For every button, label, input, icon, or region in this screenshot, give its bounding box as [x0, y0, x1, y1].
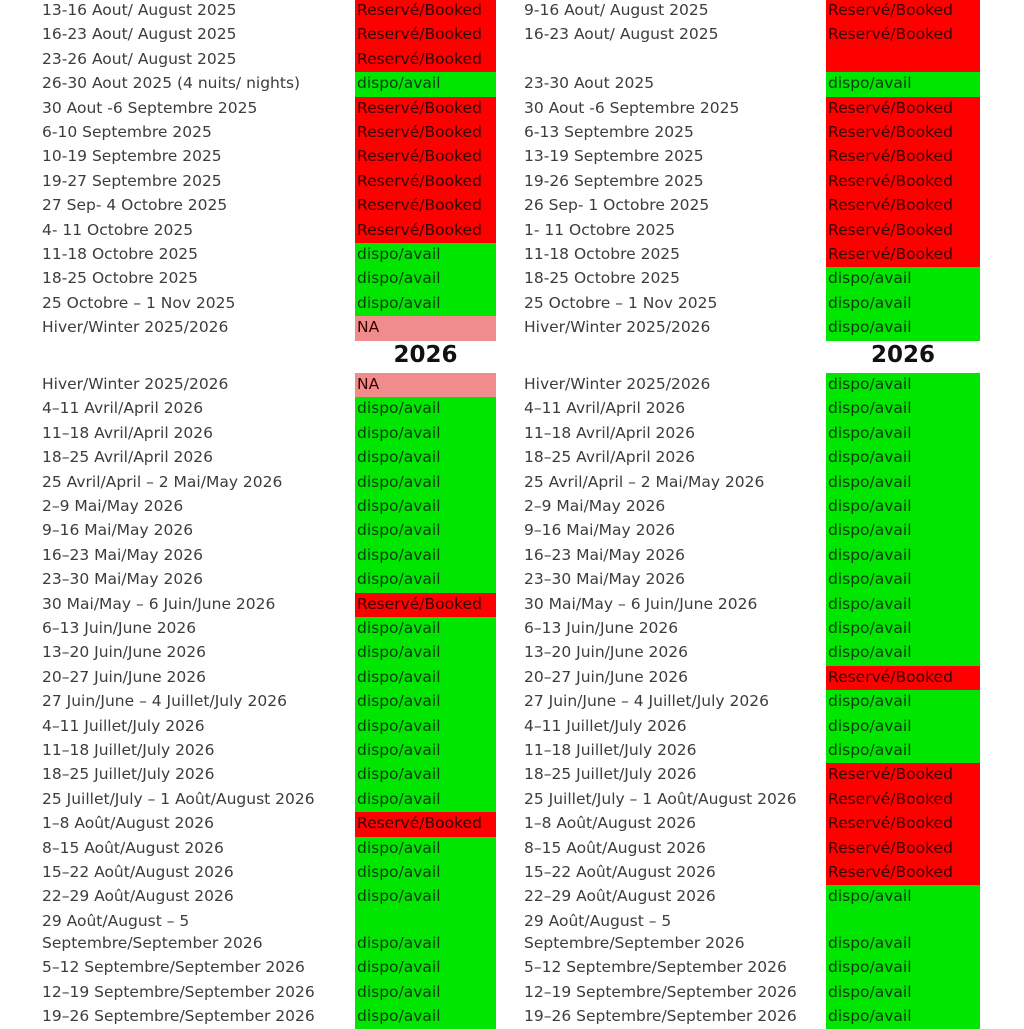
- date-range-label-left: 13-16 Aout/ August 2025: [42, 1, 237, 19]
- date-range-label-left: 19–26 Septembre/September 2026: [42, 1007, 315, 1025]
- date-range-label-right: 25 Juillet/July – 1 Août/August 2026: [524, 789, 797, 808]
- status-cell-right: dispo/avail: [826, 885, 980, 909]
- status-cell-left: dispo/avail: [355, 715, 496, 739]
- date-range-label-left: 2–9 Mai/May 2026: [42, 497, 184, 515]
- date-range-label-right: 25 Octobre – 1 Nov 2025: [524, 293, 718, 312]
- table-row: [0, 568, 1024, 592]
- status-cell-left: dispo/avail: [355, 446, 496, 470]
- date-range-label-left: 4–11 Avril/April 2026: [42, 399, 204, 418]
- date-range-label-left: 12–19 Septembre/September 2026: [42, 982, 315, 1001]
- status-cell-right: Reservé/Booked: [826, 0, 980, 23]
- status-cell-right: dispo/avail: [826, 981, 980, 1005]
- date-range-label-left: 13–20 Juin/June 2026: [42, 643, 206, 662]
- status-cell-right: Reservé/Booked: [826, 194, 980, 218]
- status-cell-left: Reservé/Booked: [355, 97, 496, 121]
- table-row: [0, 617, 1024, 641]
- date-range-label-left: Hiver/Winter 2025/2026: [42, 375, 229, 393]
- status-cell-left: Reservé/Booked: [355, 194, 496, 218]
- date-range-label-right: 20–27 Juin/June 2026: [524, 667, 688, 686]
- status-cell-right: dispo/avail: [826, 641, 980, 665]
- status-cell-right: [826, 48, 980, 72]
- status-cell-right: dispo/avail: [826, 422, 980, 446]
- date-range-label-left: 11–18 Juillet/July 2026: [42, 741, 215, 759]
- status-cell-left: dispo/avail: [355, 292, 496, 316]
- date-range-label-left: 4–11 Juillet/July 2026: [42, 716, 205, 735]
- date-range-label-right: 13-19 Septembre 2025: [524, 147, 704, 166]
- status-cell-left: dispo/avail: [355, 666, 496, 690]
- date-range-label-right: 6–13 Juin/June 2026: [524, 619, 679, 637]
- status-cell-right: dispo/avail: [826, 267, 980, 291]
- date-range-label-left: 25 Juillet/July – 1 Août/August 2026: [42, 789, 315, 808]
- table-row: [0, 316, 1024, 340]
- status-cell-right: Reservé/Booked: [826, 861, 980, 885]
- table-row: [0, 72, 1024, 96]
- status-cell-left: dispo/avail: [355, 885, 496, 909]
- date-range-label-left: 8–15 Août/August 2026: [42, 838, 224, 857]
- date-range-label-right: 16-23 Aout/ August 2025: [524, 25, 719, 44]
- status-cell-left: dispo/avail: [355, 690, 496, 714]
- status-cell-right: Reservé/Booked: [826, 170, 980, 194]
- status-cell-right: Reservé/Booked: [826, 788, 980, 812]
- date-range-label-left: 9–16 Mai/May 2026: [42, 521, 194, 540]
- date-range-label-right: 27 Juin/June – 4 Juillet/July 2026: [524, 692, 769, 711]
- date-range-label-left: 23-26 Aout/ August 2025: [42, 49, 237, 68]
- status-cell-left: dispo/avail: [355, 861, 496, 885]
- status-cell-right: dispo/avail: [826, 956, 980, 980]
- table-row: [0, 495, 1024, 519]
- date-range-label-left: Hiver/Winter 2025/2026: [42, 318, 229, 337]
- date-range-label-left: 16–23 Mai/May 2026: [42, 545, 203, 564]
- status-cell-right: dispo/avail: [826, 617, 980, 641]
- date-range-label-right: Hiver/Winter 2025/2026: [524, 375, 711, 393]
- table-row: [0, 837, 1024, 861]
- date-range-label-left: 30 Aout -6 Septembre 2025: [42, 98, 258, 117]
- date-range-label-left: 11-18 Octobre 2025: [42, 245, 199, 263]
- date-range-label-left: 20–27 Juin/June 2026: [42, 667, 206, 686]
- status-cell-right: dispo/avail: [826, 1005, 980, 1029]
- status-fill: [826, 910, 980, 932]
- status-cell-left: dispo/avail: [355, 956, 496, 980]
- date-range-label-left: 22–29 Août/August 2026: [42, 887, 234, 906]
- status-cell-left: dispo/avail: [355, 471, 496, 495]
- table-row: [0, 0, 1024, 23]
- date-range-label-left: 6-10 Septembre 2025: [42, 123, 212, 141]
- status-cell-right: Reservé/Booked: [826, 666, 980, 690]
- date-range-label-right: 12–19 Septembre/September 2026: [524, 982, 797, 1001]
- year-heading-right: 2026: [870, 342, 935, 368]
- status-cell-left: Reservé/Booked: [355, 0, 496, 23]
- status-cell-right: Reservé/Booked: [826, 812, 980, 836]
- date-range-label-right: 11-18 Octobre 2025: [524, 245, 681, 263]
- table-row: [0, 981, 1024, 1005]
- status-cell-right: dispo/avail: [826, 471, 980, 495]
- status-cell-left: dispo/avail: [355, 544, 496, 568]
- status-fill: [355, 910, 496, 932]
- date-range-label-right: 19-26 Septembre 2025: [524, 171, 704, 190]
- table-row: [0, 788, 1024, 812]
- table-row: [0, 739, 1024, 763]
- date-range-label-right: 25 Avril/April – 2 Mai/May 2026: [524, 472, 765, 491]
- status-cell-left: dispo/avail: [355, 837, 496, 861]
- status-cell-left: dispo/avail: [355, 763, 496, 787]
- status-cell-left: NA: [355, 316, 496, 340]
- status-cell-left: dispo/avail: [355, 788, 496, 812]
- status-cell-right: dispo/avail: [826, 397, 980, 421]
- status-cell-right: dispo/avail: [826, 373, 980, 397]
- table-row: [0, 170, 1024, 194]
- status-cell-right: dispo/avail: [826, 519, 980, 543]
- date-range-label-left: 18-25 Octobre 2025: [42, 269, 199, 288]
- table-row: [0, 885, 1024, 909]
- date-range-label-right: 6-13 Septembre 2025: [524, 123, 694, 141]
- date-range-label-left: 15–22 Août/August 2026: [42, 863, 234, 881]
- date-range-label-right: 1–8 Août/August 2026: [524, 814, 696, 833]
- date-range-label-right: 11–18 Avril/April 2026: [524, 423, 695, 442]
- date-range-label-right: 5–12 Septembre/September 2026: [524, 958, 787, 977]
- table-row: [0, 97, 1024, 121]
- date-range-label-right: 11–18 Juillet/July 2026: [524, 741, 697, 759]
- table-row: [0, 1005, 1024, 1029]
- status-cell-left: dispo/avail: [355, 932, 496, 956]
- table-row: [0, 956, 1024, 980]
- date-range-label-right: 29 Août/August – 5 Septembre/September 2026: [524, 911, 745, 952]
- date-range-label-right: 26 Sep- 1 Octobre 2025: [524, 196, 710, 215]
- table-row: [0, 373, 1024, 397]
- status-cell-right: Reservé/Booked: [826, 243, 980, 267]
- table-row: [0, 861, 1024, 885]
- date-range-label-left: 10-19 Septembre 2025: [42, 147, 222, 166]
- status-cell-right: dispo/avail: [826, 72, 980, 96]
- table-row: [0, 666, 1024, 690]
- date-range-label-right: 2–9 Mai/May 2026: [524, 497, 666, 515]
- status-cell-left: dispo/avail: [355, 641, 496, 665]
- status-cell-left: dispo/avail: [355, 739, 496, 763]
- table-row: [0, 267, 1024, 291]
- year-heading-left: 2026: [393, 342, 458, 368]
- status-cell-right: dispo/avail: [826, 316, 980, 340]
- date-range-label-right: 30 Mai/May – 6 Juin/June 2026: [524, 594, 758, 613]
- date-range-label-right: 18–25 Juillet/July 2026: [524, 765, 697, 784]
- status-cell-left: dispo/avail: [355, 495, 496, 519]
- date-range-label-left: 23–30 Mai/May 2026: [42, 570, 203, 589]
- date-range-label-left: 18–25 Juillet/July 2026: [42, 765, 215, 784]
- status-cell-left: NA: [355, 373, 496, 397]
- date-range-label-right: 1- 11 Octobre 2025: [524, 220, 676, 239]
- date-range-label-left: 25 Octobre – 1 Nov 2025: [42, 293, 236, 312]
- status-cell-right: dispo/avail: [826, 568, 980, 592]
- date-range-label-left: 27 Juin/June – 4 Juillet/July 2026: [42, 692, 287, 711]
- date-range-label-right: 15–22 Août/August 2026: [524, 863, 716, 881]
- date-range-label-left: 4- 11 Octobre 2025: [42, 220, 194, 239]
- status-cell-left: Reservé/Booked: [355, 593, 496, 617]
- date-range-label-left: 5–12 Septembre/September 2026: [42, 958, 305, 977]
- date-range-label-right: 13–20 Juin/June 2026: [524, 643, 688, 662]
- status-cell-left: Reservé/Booked: [355, 121, 496, 145]
- date-range-label-right: 23–30 Mai/May 2026: [524, 570, 685, 589]
- status-cell-right: Reservé/Booked: [826, 219, 980, 243]
- date-range-label-left: 18–25 Avril/April 2026: [42, 448, 213, 467]
- date-range-label-right: 23-30 Aout 2025: [524, 74, 655, 93]
- date-range-label-left: 25 Avril/April – 2 Mai/May 2026: [42, 472, 283, 491]
- status-cell-right: dispo/avail: [826, 739, 980, 763]
- status-cell-left: Reservé/Booked: [355, 48, 496, 72]
- status-cell-right: Reservé/Booked: [826, 763, 980, 787]
- status-cell-left: dispo/avail: [355, 397, 496, 421]
- status-cell-left: dispo/avail: [355, 422, 496, 446]
- date-range-label-right: 30 Aout -6 Septembre 2025: [524, 98, 740, 117]
- status-cell-right: dispo/avail: [826, 715, 980, 739]
- date-range-label-left: 30 Mai/May – 6 Juin/June 2026: [42, 594, 276, 613]
- date-range-label-left: 19-27 Septembre 2025: [42, 171, 222, 190]
- status-cell-left: Reservé/Booked: [355, 23, 496, 47]
- status-cell-left: dispo/avail: [355, 519, 496, 543]
- date-range-label-right: 9–16 Mai/May 2026: [524, 521, 676, 540]
- date-range-label-right: 4–11 Juillet/July 2026: [524, 716, 687, 735]
- status-cell-right: dispo/avail: [826, 544, 980, 568]
- status-cell-left: Reservé/Booked: [355, 812, 496, 836]
- table-row: [0, 243, 1024, 267]
- date-range-label-right: 9-16 Aout/ August 2025: [524, 1, 709, 19]
- table-row: [0, 593, 1024, 617]
- date-range-label-right: Hiver/Winter 2025/2026: [524, 318, 711, 337]
- status-cell-right: dispo/avail: [826, 292, 980, 316]
- table-row: [0, 194, 1024, 218]
- status-cell-left: dispo/avail: [355, 617, 496, 641]
- status-cell-right: Reservé/Booked: [826, 97, 980, 121]
- table-row: [0, 23, 1024, 47]
- status-cell-right: dispo/avail: [826, 593, 980, 617]
- table-row: [0, 121, 1024, 145]
- status-cell-left: dispo/avail: [355, 981, 496, 1005]
- table-row: [0, 422, 1024, 446]
- date-range-label-left: 29 Août/August – 5 Septembre/September 2026: [42, 911, 263, 952]
- status-cell-left: Reservé/Booked: [355, 170, 496, 194]
- status-cell-right: dispo/avail: [826, 690, 980, 714]
- table-row: [0, 812, 1024, 836]
- status-cell-left: dispo/avail: [355, 72, 496, 96]
- table-row: [0, 641, 1024, 665]
- status-cell-right: Reservé/Booked: [826, 145, 980, 169]
- date-range-label-left: 26-30 Aout 2025 (4 nuits/ nights): [42, 74, 301, 93]
- status-cell-right: dispo/avail: [826, 932, 980, 956]
- status-cell-left: dispo/avail: [355, 267, 496, 291]
- date-range-label-left: 6–13 Juin/June 2026: [42, 619, 197, 637]
- status-cell-right: Reservé/Booked: [826, 23, 980, 47]
- status-cell-left: dispo/avail: [355, 568, 496, 592]
- date-range-label-right: 22–29 Août/August 2026: [524, 887, 716, 906]
- status-cell-left: dispo/avail: [355, 1005, 496, 1029]
- date-range-label-right: 16–23 Mai/May 2026: [524, 545, 685, 564]
- table-row: [0, 48, 1024, 72]
- table-row: [0, 292, 1024, 316]
- date-range-label-left: 1–8 Août/August 2026: [42, 814, 214, 833]
- table-row: [0, 397, 1024, 421]
- date-range-label-right: 18–25 Avril/April 2026: [524, 448, 695, 467]
- status-cell-right: dispo/avail: [826, 495, 980, 519]
- table-row: [0, 715, 1024, 739]
- date-range-label-right: 8–15 Août/August 2026: [524, 838, 706, 857]
- status-cell-right: Reservé/Booked: [826, 837, 980, 861]
- status-cell-right: dispo/avail: [826, 446, 980, 470]
- status-cell-left: dispo/avail: [355, 243, 496, 267]
- table-row: [0, 219, 1024, 243]
- table-row: [0, 471, 1024, 495]
- table-row: [0, 763, 1024, 787]
- date-range-label-right: 19–26 Septembre/September 2026: [524, 1007, 797, 1025]
- table-row: [0, 544, 1024, 568]
- table-row: [0, 446, 1024, 470]
- date-range-label-left: 11–18 Avril/April 2026: [42, 423, 213, 442]
- table-row: [0, 519, 1024, 543]
- date-range-label-left: 27 Sep- 4 Octobre 2025: [42, 196, 228, 215]
- status-cell-left: Reservé/Booked: [355, 145, 496, 169]
- status-cell-right: Reservé/Booked: [826, 121, 980, 145]
- table-row: [0, 911, 1024, 956]
- date-range-label-left: 16-23 Aout/ August 2025: [42, 25, 237, 44]
- table-row: [0, 690, 1024, 714]
- date-range-label-right: 4–11 Avril/April 2026: [524, 399, 686, 418]
- date-range-label-right: 18-25 Octobre 2025: [524, 269, 681, 288]
- status-cell-left: Reservé/Booked: [355, 219, 496, 243]
- table-row: [0, 145, 1024, 169]
